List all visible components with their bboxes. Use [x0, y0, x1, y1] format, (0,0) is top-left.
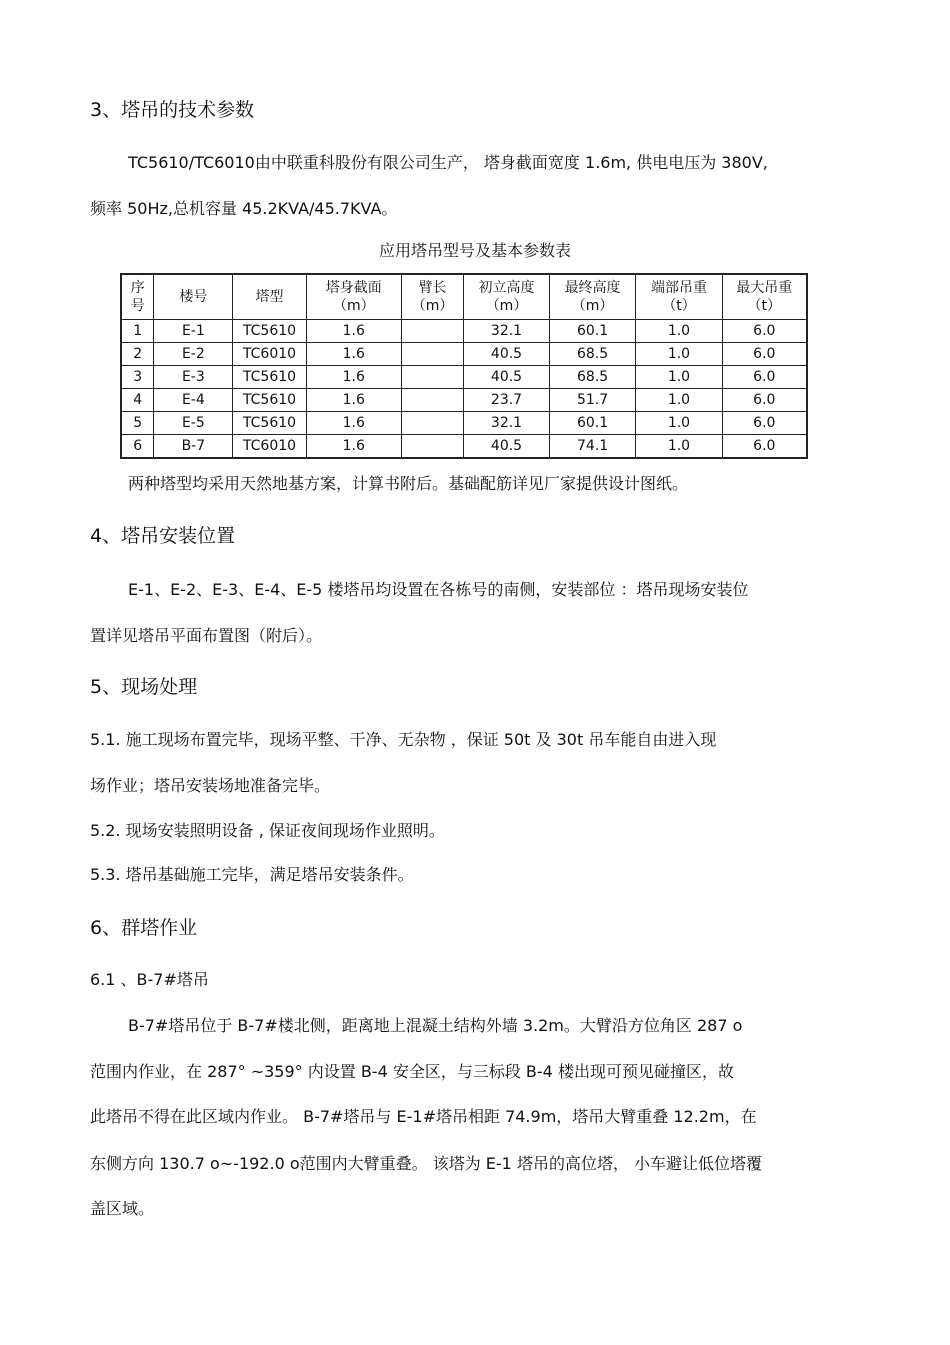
- header-model: 塔型: [233, 274, 306, 320]
- table-cell: 32.1: [464, 412, 550, 435]
- section-6-1-line-3: 此塔吊不得在此区域内作业。 B-7#塔吊与 E-1#塔吊相距 74.9m，塔吊大臂重叠 12.2m，在: [90, 1107, 757, 1126]
- table-cell: 1.6: [306, 412, 401, 435]
- table-cell: TC5610: [233, 366, 306, 389]
- table-cell: 68.5: [549, 366, 636, 389]
- table-cell: E-5: [154, 412, 233, 435]
- table-cell: 1.0: [636, 343, 722, 366]
- section-4-heading: 4、塔吊安装位置: [90, 525, 236, 547]
- table-row: [121, 366, 807, 389]
- header-building: 楼号: [154, 274, 233, 320]
- table-cell: 6.0: [722, 412, 807, 435]
- table-cell: TC5610: [233, 389, 306, 412]
- table-cell: 68.5: [549, 343, 636, 366]
- table-cell: 40.5: [464, 366, 550, 389]
- table-cell: 4: [121, 389, 154, 412]
- table-cell: 1: [121, 320, 154, 343]
- table-cell: 1.6: [306, 320, 401, 343]
- table-cell: [401, 343, 463, 366]
- item-5-1-line-1: 5.1. 施工现场布置完毕，现场平整、干净、无杂物 ，保证 50t 及 30t 吊车能自由进入现: [90, 730, 717, 749]
- table-note: 两种塔型均采用天然地基方案，计算书附后。基础配筋详见厂家提供设计图纸。: [128, 474, 689, 493]
- table-cell: 6.0: [722, 389, 807, 412]
- header-max-load: 最大吊重 （t）: [722, 274, 807, 320]
- table-cell: 1.6: [306, 435, 401, 459]
- table-row: [121, 389, 807, 412]
- table-cell: [401, 320, 463, 343]
- table-cell: [401, 366, 463, 389]
- header-final-height: 最终高度 （m）: [549, 274, 636, 320]
- section-4-line-2: 置详见塔吊平面布置图（附后）。: [90, 626, 323, 645]
- section-5-heading: 5、现场处理: [90, 676, 198, 698]
- table-cell: 32.1: [464, 320, 550, 343]
- table-cell: E-1: [154, 320, 233, 343]
- section-6-1-line-1: B-7#塔吊位于 B-7#楼北侧，距离地上混凝土结构外墙 3.2m。大臂沿方位角区 287 o: [128, 1016, 743, 1035]
- section-6-heading: 6、群塔作业: [90, 917, 198, 939]
- header-index: 序 号: [121, 274, 154, 320]
- item-5-3: 5.3. 塔吊基础施工完毕，满足塔吊安装条件。: [90, 865, 414, 884]
- table-cell: 2: [121, 343, 154, 366]
- section-6-1-line-2: 范围内作业，在 287° ~359° 内设置 B-4 安全区，与三标段 B-4 楼出现可预见碰撞区，故: [90, 1062, 734, 1081]
- table-cell: 1.0: [636, 389, 722, 412]
- table-cell: 3: [121, 366, 154, 389]
- table-cell: 1.0: [636, 320, 722, 343]
- table-header-row: [121, 274, 807, 320]
- section-4-line-1: E-1、E-2、E-3、E-4、E-5 楼塔吊均设置在各栋号的南侧，安装部位 ：塔吊现场安装位: [128, 580, 749, 599]
- table-cell: 23.7: [464, 389, 550, 412]
- section-6-1-line-4: 东侧方向 130.7 o~-192.0 o范围内大臂重叠。 该塔为 E-1 塔吊的高位塔， 小车避让低位塔覆: [90, 1154, 763, 1173]
- table-cell: 1.0: [636, 412, 722, 435]
- item-5-1-line-2: 场作业；塔吊安装场地准备完毕。: [90, 776, 331, 795]
- table-cell: TC6010: [233, 343, 306, 366]
- table-cell: 6: [121, 435, 154, 459]
- section-3-paragraph-line-1: TC5610/TC6010由中联重科股份有限公司生产， 塔身截面宽度 1.6m, 供电电压为 380V,: [128, 153, 768, 172]
- table-row: [121, 343, 807, 366]
- tower-crane-parameter-table: [120, 273, 808, 459]
- table-cell: 51.7: [549, 389, 636, 412]
- table-cell: 40.5: [464, 435, 550, 459]
- section-6-1-subheading: 6.1 、B-7#塔吊: [90, 970, 209, 989]
- table-cell: 6.0: [722, 343, 807, 366]
- table-cell: 1.0: [636, 366, 722, 389]
- table-cell: 6.0: [722, 320, 807, 343]
- table-cell: 1.0: [636, 435, 722, 459]
- table-cell: TC5610: [233, 412, 306, 435]
- table-cell: B-7: [154, 435, 233, 459]
- table-cell: E-3: [154, 366, 233, 389]
- table-row: [121, 435, 807, 459]
- header-tip-load: 端部吊重 （t）: [636, 274, 722, 320]
- table-cell: 1.6: [306, 343, 401, 366]
- table-cell: 5: [121, 412, 154, 435]
- table-row: [121, 320, 807, 343]
- table-cell: 6.0: [722, 435, 807, 459]
- table-cell: [401, 435, 463, 459]
- section-3-heading: 3、塔吊的技术参数: [90, 99, 255, 121]
- table-cell: 60.1: [549, 320, 636, 343]
- table-cell: 1.6: [306, 366, 401, 389]
- table-cell: TC6010: [233, 435, 306, 459]
- table-row: [121, 412, 807, 435]
- table-cell: 74.1: [549, 435, 636, 459]
- table-cell: 1.6: [306, 389, 401, 412]
- table-cell: E-2: [154, 343, 233, 366]
- table-cell: 6.0: [722, 366, 807, 389]
- table-cell: [401, 412, 463, 435]
- header-section-width: 塔身截面 （m）: [306, 274, 401, 320]
- table-cell: 40.5: [464, 343, 550, 366]
- table-cell: TC5610: [233, 320, 306, 343]
- section-6-1-line-5: 盖区域。: [90, 1199, 155, 1218]
- section-3-paragraph-line-2: 频率 50Hz,总机容量 45.2KVA/45.7KVA。: [90, 199, 398, 218]
- table-cell: [401, 389, 463, 412]
- table-cell: E-4: [154, 389, 233, 412]
- table-caption: 应用塔吊型号及基本参数表: [378, 241, 571, 260]
- table-cell: 60.1: [549, 412, 636, 435]
- header-initial-height: 初立高度 （m）: [464, 274, 550, 320]
- item-5-2: 5.2. 现场安装照明设备 , 保证夜间现场作业照明。: [90, 821, 445, 840]
- header-jib-length: 臂长 （m）: [401, 274, 463, 320]
